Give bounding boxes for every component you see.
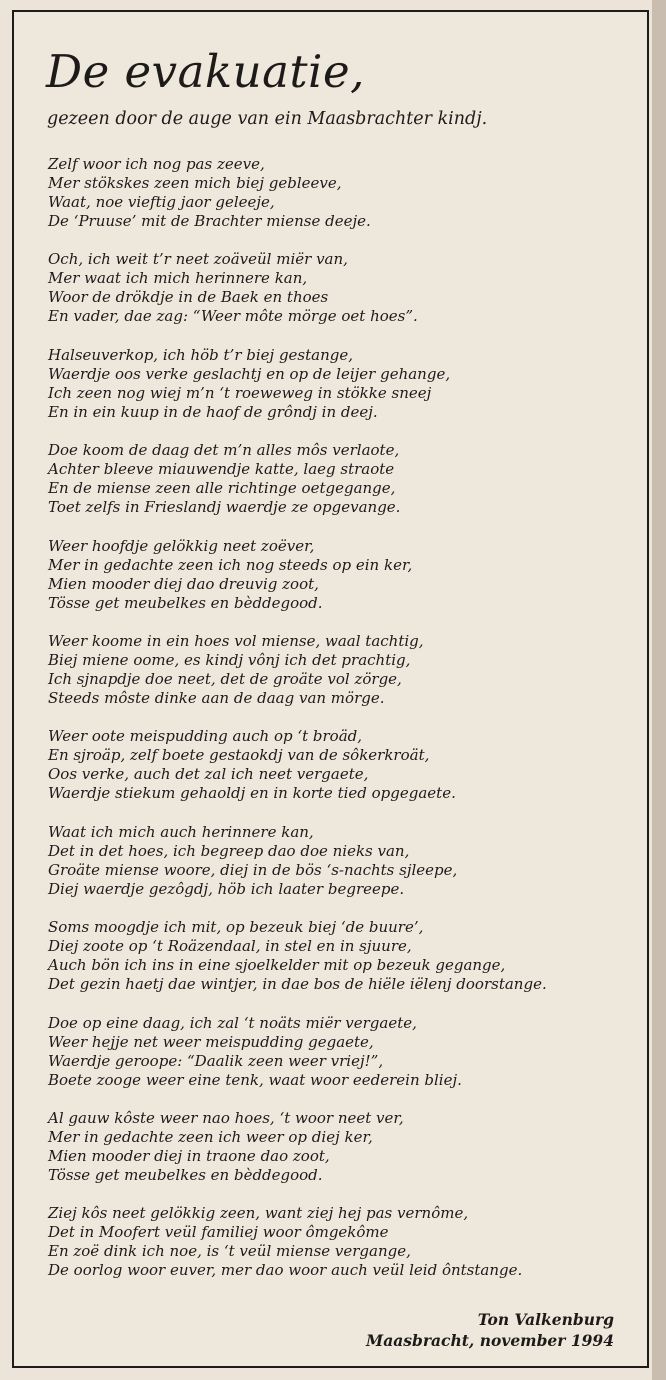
signature-block [366,1309,614,1351]
poem-line: Det in Moofert veül familiej woor ômgekôme [48,1223,389,1242]
poem-line: Doe koom de daag det m’n alles môs verlaote, [48,441,400,460]
poem-line: Mer stökskes zeen mich biej gebleeve, [48,174,342,192]
stanza [48,1109,633,1185]
poem-line: Halseuverkop, ich höb t’r biej gestange, [48,345,354,364]
stanza [48,1014,633,1090]
poem-body [48,155,633,1300]
poem-line: Waerdje oos verke geslachtj en op de leijer gehange, [48,364,451,383]
poem-line: Det in det hoes, ich begreep dao doe nieks van, [48,841,410,860]
poem-line: Det gezin haetj dae wintjer, in dae bos de hiële iëlenj doorstange. [48,975,547,994]
stanza [48,441,633,517]
poem-line: Achter bleeve miauwendje katte, laeg straote [48,460,395,479]
poem-line: En sjroäp, zelf boete gestaokdj van de sôkerkroät, [48,746,430,765]
poem-line: En in ein kuup in de haof de grôndj in deej. [48,402,378,421]
poem-line: Waerdje geroope: “Daalik zeen weer vriej!”, [48,1051,384,1070]
author-name: Ton Valkenburg [477,1310,614,1329]
poem-line: Woor de drökdje in de Baek en thoes [48,288,329,307]
poem-line: Groäte miense woore, diej in de bös ‘s-nachts sjleepe, [48,860,458,879]
poem-line: En de miense zeen alle richtinge oetgegange, [48,479,396,498]
stanza [48,250,633,326]
stanza [48,155,633,231]
poem-line: Doe op eine daag, ich zal ‘t noäts miër vergaete, [48,1013,417,1032]
adjacent-page-edge [652,0,666,1380]
poem-line: Boete zooge weer eine tenk, waat woor eederein bliej. [48,1070,462,1089]
poem-line: Ich sjnapdje doe neet, det de groäte vol zörge, [48,669,402,688]
poem-line: Tösse get meubelkes en bèddegood. [48,593,323,612]
poem-line: Weer hejje net weer meispudding gegaete, [48,1032,374,1051]
poem-line: Ziej kôs neet gelökkig zeen, want ziej hej pas vernôme, [48,1204,469,1223]
stanza [48,632,633,708]
poem-line: Waat, noe vieftig jaor geleeje, [48,193,275,211]
poem-subtitle: gezeen door de auge van ein Maasbrachter kindj. [47,109,488,129]
poem-line: Och, ich weit t’r neet zoäveül miër van, [48,250,348,269]
stanza [48,918,633,994]
poem-line: Waat ich mich auch herinnere kan, [48,822,314,841]
poem-line: Mer in gedachte zeen ich nog steeds op ein ker, [48,555,413,574]
stanza [48,537,633,613]
poem-line: En zoë dink ich noe, is ‘t veül miense vergange, [48,1242,411,1261]
stanza [48,346,633,422]
poem-line: Waerdje stiekum gehaoldj en in korte tied opgegaete. [48,784,456,803]
stanza [48,823,633,899]
poem-line: Mien mooder diej in traone dao zoot, [48,1146,330,1165]
poem-line: Soms moogdje ich mit, op bezeuk biej ‘de buure’, [48,918,424,937]
poem-line: Diej waerdje gezôgdj, höb ich laater begreepe. [48,879,405,898]
poem-line: Diej zoote op ‘t Roäzendaal, in stel en in sjuure, [48,937,412,956]
stanza [48,727,633,803]
poem-line: Weer oote meispudding auch op ‘t broäd, [48,727,363,746]
poem-line: Al gauw kôste weer nao hoes, ‘t woor neet ver, [48,1108,404,1127]
poem-line: Mer in gedachte zeen ich weer op diej ker, [48,1127,373,1146]
poem-line: Weer hoofdje gelökkig neet zoëver, [48,536,315,555]
stanza [48,1204,633,1280]
poem-line: Mer waat ich mich herinnere kan, [48,269,308,288]
poem-line: Mien mooder diej dao dreuvig zoot, [48,574,319,593]
poem-line: Auch bön ich ins in eine sjoelkelder mit op bezeuk gegange, [48,956,506,975]
poem-line: Weer koome in ein hoes vol miense, waal tachtig, [48,631,424,650]
poem-line: Steeds môste dinke aan de daag van mörge. [48,688,385,707]
poem-title: De evakuatie, [46,45,365,98]
place-and-date: Maasbracht, november 1994 [366,1331,614,1350]
poem-line: Tösse get meubelkes en bèddegood. [48,1165,323,1184]
poem-line: Zelf woor ich nog pas zeeve, [48,155,265,173]
poem-line: Oos verke, auch det zal ich neet vergaete, [48,765,369,784]
poem-line: De oorlog woor euver, mer dao woor auch veül leid ôntstange. [48,1261,523,1280]
poem-line: Biej miene oome, es kindj vônj ich det prachtig, [48,650,411,669]
poem-line: De ‘Pruuse’ mit de Brachter miense deeje. [48,212,371,230]
poem-line: Toet zelfs in Frieslandj waerdje ze opgevange. [48,498,401,517]
poem-line: En vader, dae zag: “Weer môte mörge oet hoes”. [48,307,418,326]
poem-line: Ich zeen nog wiej m’n ‘t roeweweg in stökke sneej [48,383,432,402]
